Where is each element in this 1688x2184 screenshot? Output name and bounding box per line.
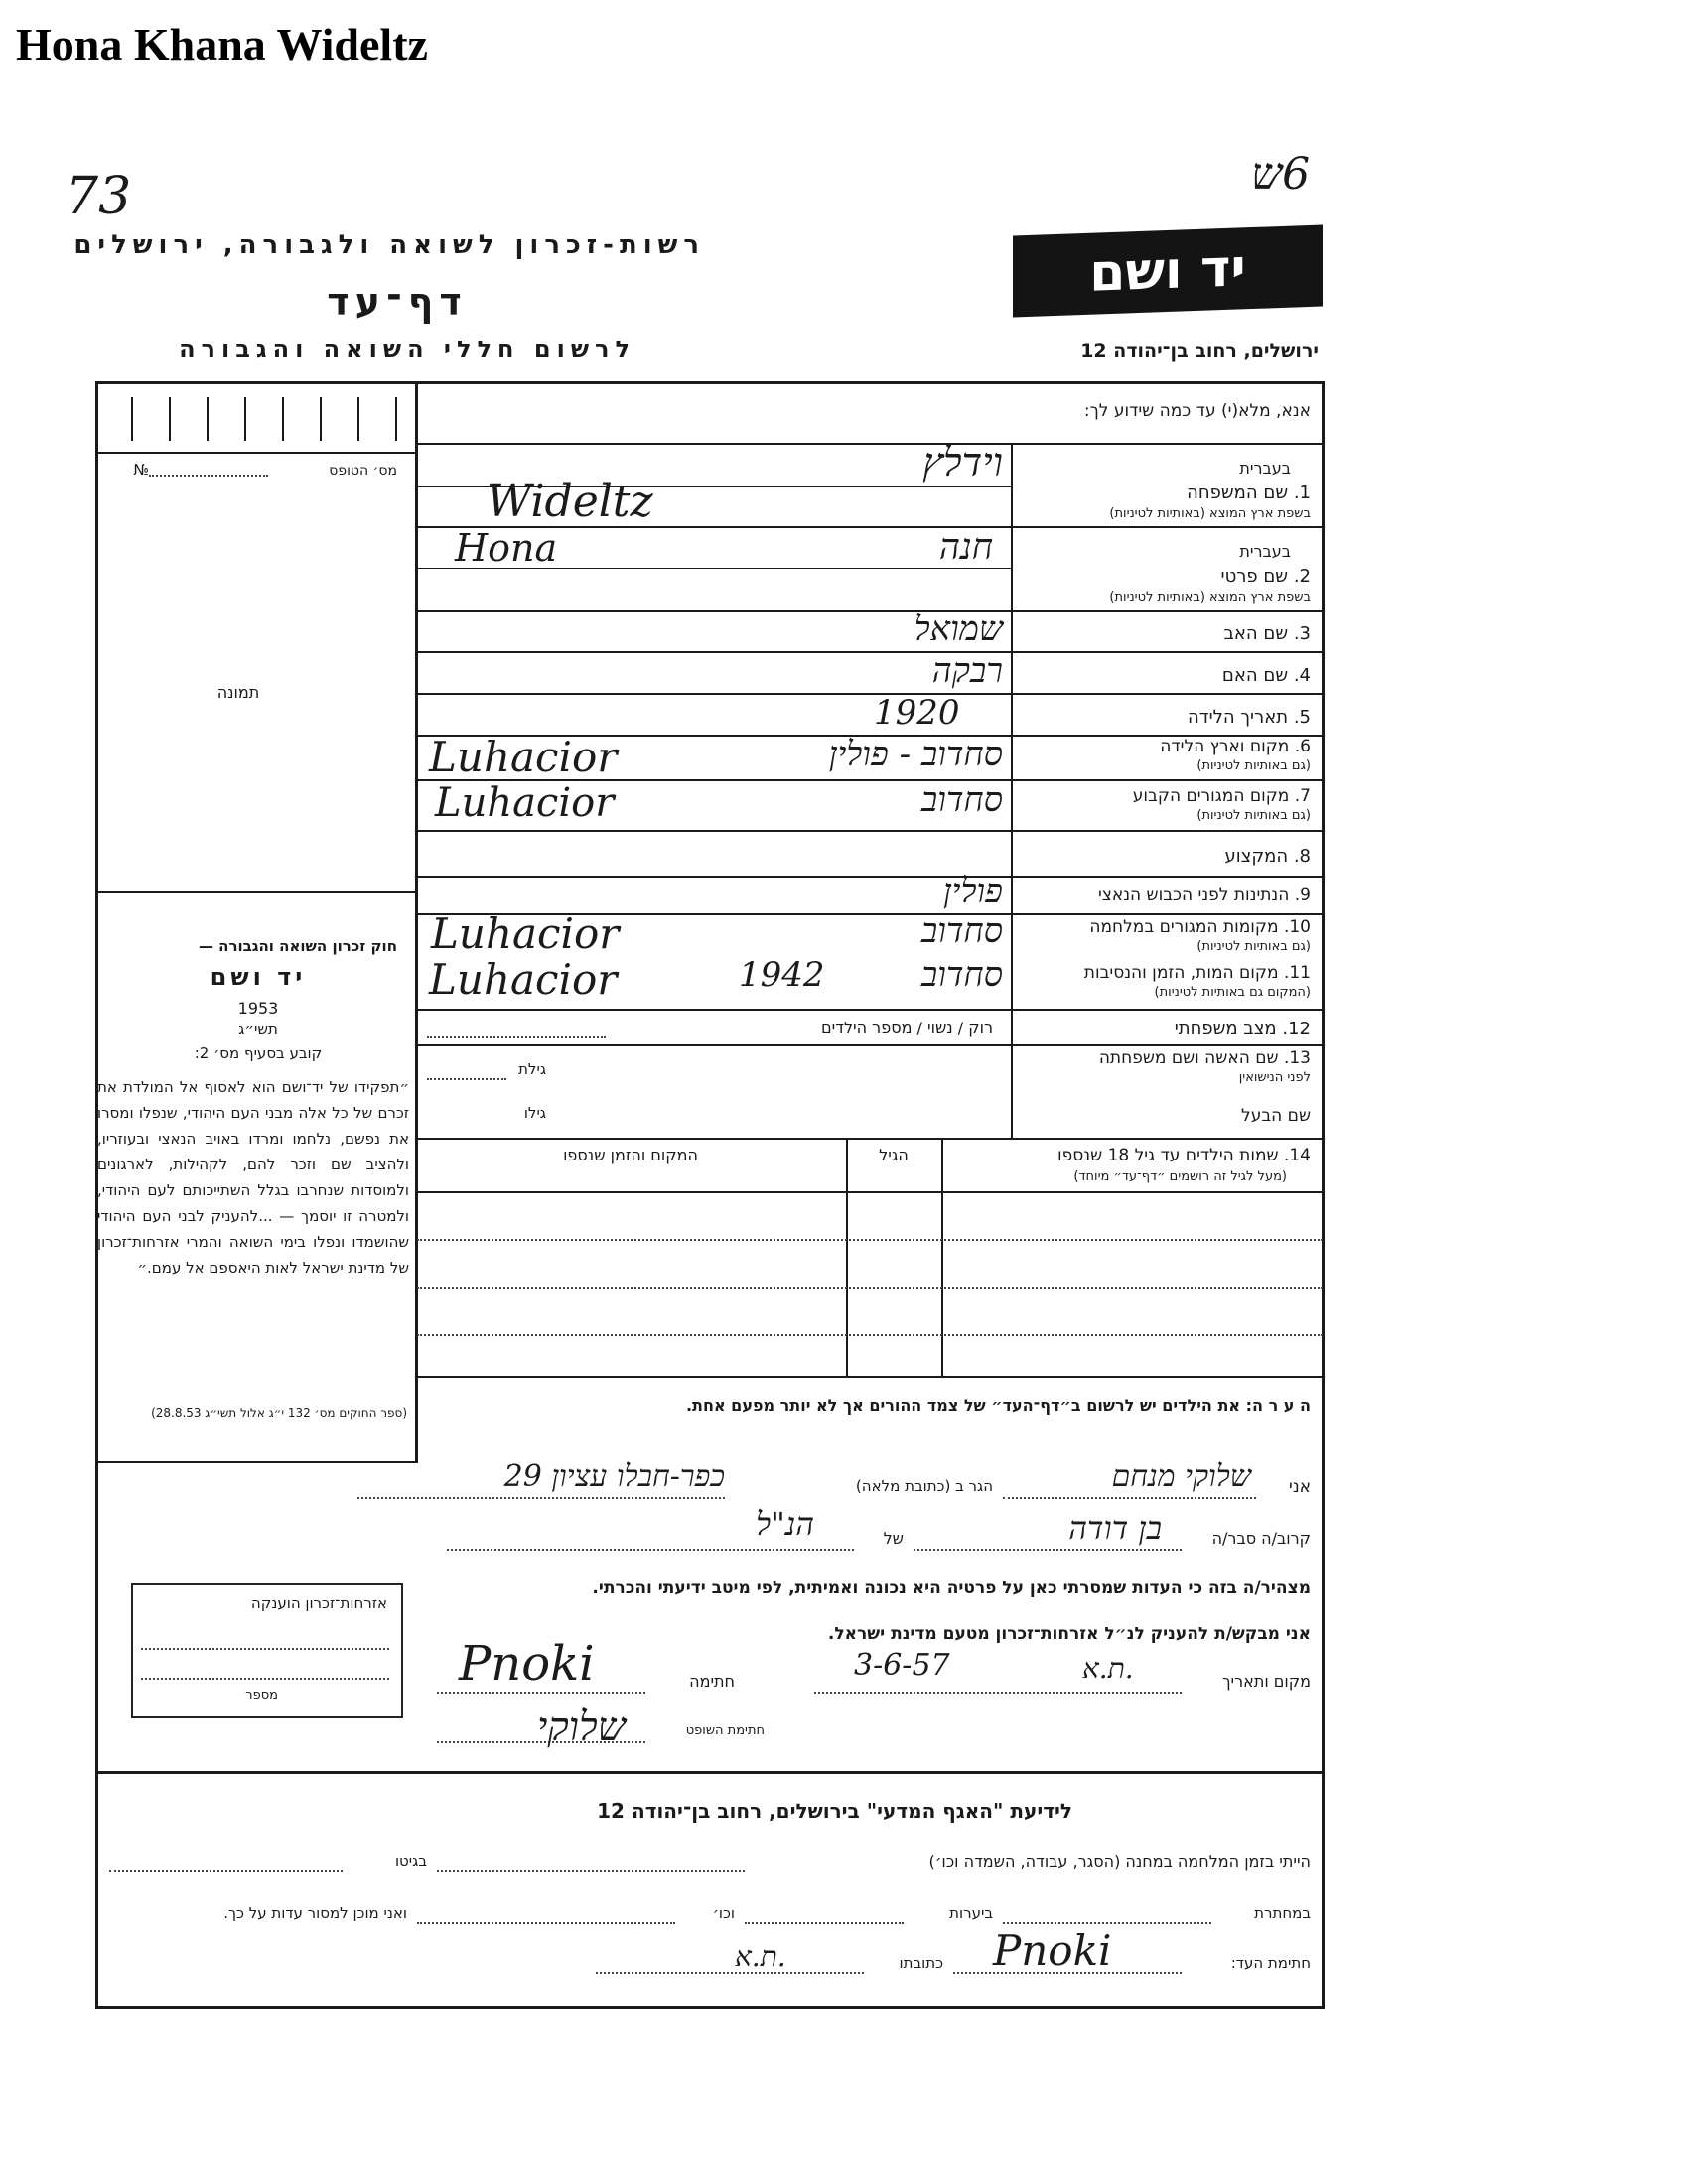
resident-label: הגר ב (כתובת מלאה) <box>855 1477 993 1495</box>
birth-date: 1920 <box>874 693 960 733</box>
law-title: חוק זכרון השואה והגבורה — <box>198 937 397 955</box>
residence-hebrew: סחדוב <box>920 780 1003 820</box>
certificate-line <box>141 1648 389 1650</box>
law-reference: (ספר החוקים מס׳ 132 י״ג אלול תשי״ג 28.8.53) <box>151 1406 407 1420</box>
witness-signature-top: שלוקי <box>536 1705 626 1750</box>
form-frame-bottom <box>95 2006 1325 2009</box>
field-13-sub2: לפני הנישואין <box>1238 1070 1311 1085</box>
certificate-title: אזרחות־זכרון הוענקה <box>250 1594 387 1612</box>
field-1-sub2: בשפת ארץ המוצא (באותיות לטיניות) <box>1109 506 1311 521</box>
row-line <box>417 876 1323 878</box>
bottom-etc-line[interactable] <box>417 1922 675 1924</box>
field-6-label: 6. מקום וארץ הלידה <box>1160 737 1311 756</box>
husband-age-label: גילו <box>523 1104 546 1122</box>
witness-sign-label: חתימת העד: <box>1230 1954 1311 1972</box>
place-date-label: מקום ותאריך <box>1221 1672 1311 1691</box>
father-name: שמואל <box>914 610 1003 649</box>
witness-signature: Pnoki <box>993 1926 1112 1975</box>
bottom-ghetto-label: בגיטו <box>394 1852 427 1870</box>
declarant-name-line[interactable] <box>1003 1497 1256 1499</box>
submitter-signature: Pnoki <box>459 1636 595 1692</box>
children-table-divider <box>941 1138 943 1376</box>
law-year-hebrew: תשי״ג <box>238 1021 278 1038</box>
field-1-sub: בעברית <box>1239 459 1291 478</box>
bottom-underground-line[interactable] <box>1003 1922 1211 1924</box>
form-subtitle: לרשום חללי השואה והגבורה <box>179 336 635 363</box>
death-place-latin: Luhacior <box>429 955 618 1004</box>
submitter-address-line[interactable] <box>357 1497 725 1499</box>
serial-label: מס׳ הטופס <box>329 463 397 478</box>
wartime-residence-hebrew: סחדוב <box>920 911 1003 951</box>
first-name-hebrew: חנה <box>938 527 993 568</box>
family-name-hebrew: וידלץ <box>922 440 1003 485</box>
certificate-number-label: מספר <box>245 1688 278 1703</box>
birth-place-latin: Luhacior <box>429 733 618 781</box>
field-12-label: 12. מצב משפחתי <box>1174 1019 1311 1039</box>
children-label: 14. שמות הילדים עד גיל 18 שנספו <box>1057 1146 1311 1165</box>
pre-war-citizenship: פולין <box>943 872 1003 911</box>
serial-number-mark: № <box>133 461 149 478</box>
children-table-bottom <box>417 1376 1323 1378</box>
field-11-sub2: (המקום גם באותיות לטיניות) <box>1154 985 1311 1000</box>
place-date-line[interactable] <box>814 1692 1182 1694</box>
row-line <box>417 1138 1323 1140</box>
bottom-forests-line[interactable] <box>745 1922 904 1924</box>
field-6-sub2: (גם באותיות לטיניות) <box>1196 758 1311 773</box>
row-line <box>417 830 1323 832</box>
law-name: יד ושם <box>210 963 307 991</box>
children-place-header: המקום והזמן שנספו <box>563 1146 698 1164</box>
children-row[interactable] <box>417 1334 1323 1336</box>
field-7-label: 7. מקום המגורים הקבוע <box>1132 786 1311 806</box>
bottom-testify-label: ואני מוכן למסור עדות על כך. <box>223 1904 407 1922</box>
residence-latin: Luhacior <box>435 780 615 826</box>
field-3-label: 3. שם האב <box>1223 623 1311 644</box>
field-1-label: 1. שם המשפחה <box>1187 482 1311 503</box>
bottom-section-divider <box>95 1771 1325 1774</box>
signature-label: חתימה <box>689 1672 735 1691</box>
declaration-statement: מצהיר/ה בזה כי העדות שמסרתי כאן על פרטיה היא נכונה ואמיתית, לפי מיטב ידיעתי והכרתי. <box>592 1578 1311 1598</box>
first-name-latin: Hona <box>455 526 558 570</box>
bottom-line1: הייתי בזמן המלחמה במחנה (הסגר, עבודה, השמדה וכו׳) <box>928 1852 1311 1871</box>
left-panel-divider <box>415 381 418 1463</box>
field-13-label: 13. שם האשה ושם משפחתה <box>1098 1048 1311 1068</box>
photo-label: תמונה <box>216 683 260 702</box>
row-line <box>417 693 1323 695</box>
field-7-sub2: (גם באותיות לטיניות) <box>1196 808 1311 823</box>
children-row[interactable] <box>417 1287 1323 1289</box>
bottom-camp-line[interactable] <box>437 1870 745 1872</box>
field-2-sub: בעברית <box>1239 542 1291 561</box>
field-8-label: 8. המקצוע <box>1224 846 1311 867</box>
witness-address-line[interactable] <box>596 1972 864 1974</box>
judge-signature-label: חתימת השופט <box>685 1723 765 1738</box>
relative-label: קרוב/ה סבר/ה <box>1211 1529 1311 1548</box>
bottom-forests-label: ביערות <box>949 1904 993 1922</box>
relation-detail: הנ"ל <box>756 1505 814 1543</box>
left-panel-line-1 <box>97 452 415 454</box>
bottom-ghetto-line[interactable] <box>109 1870 343 1872</box>
death-year: 1942 <box>739 955 825 995</box>
submitter-name: שלוקי מנחם <box>1111 1459 1251 1494</box>
bottom-etc-label: וכו׳ <box>712 1904 735 1922</box>
mother-name: רבקה <box>931 651 1003 691</box>
children-sub: (מעל לגיל זה רושמים ״דף־עד״ מיוחד) <box>1073 1169 1287 1184</box>
field-5-label: 5. תאריך הלידה <box>1188 707 1311 728</box>
law-year: 1953 <box>237 999 279 1018</box>
submitter-address: כפר-חבלו עציון 29 <box>503 1459 725 1494</box>
form-frame-top <box>95 381 1325 384</box>
family-name-latin: Wideltz <box>487 477 653 527</box>
declaration-request: אני מבקש/ת להעניק לנ״ל אזרחות־זכרון מטעם מדינת ישראל. <box>827 1624 1311 1644</box>
relation-name: בן דודה <box>1068 1509 1162 1547</box>
wife-age-label: גילת <box>518 1060 546 1078</box>
page-number-right: 6ש <box>1251 149 1311 200</box>
death-place-hebrew: סחדוב <box>920 955 1003 995</box>
family-status-options: רוק / נשוי / מספר הילדים <box>821 1019 993 1037</box>
law-section: קובע בסעיף מס׳ 2: <box>194 1044 323 1062</box>
row-line <box>417 1044 1323 1046</box>
law-text: ״תפקידו של יד־ושם הוא לאסוף אל המולדת את זכרם של כל אלה מבני העם היהודי, שנפלו ומסרו את נפשם, נלחמו ומרדו באויב הנאצי ובעוזריו, ולהציב שם וזכר להם, לקהילות, לארגונים ולמוסדות שנחרבו בגלל השתייכותם לעם היהודי, ולמטרה זו יוסמך — ...להעניק לבני העם היהודי שהושמדו ונפלו בימי השואה והמרי אזרחות־זכרון של מדינת ישראל לאות היאספם אל עמם.״ <box>97 1078 409 1277</box>
header-address: ירושלים, רחוב בן־יהודה 12 <box>1080 341 1319 362</box>
declaration-i-label: אני <box>1289 1477 1311 1497</box>
family-status-line[interactable] <box>427 1036 606 1038</box>
wartime-residence-latin: Luhacior <box>431 909 620 958</box>
field-2-sub2: בשפת ארץ המוצא (באותיות לטיניות) <box>1109 590 1311 605</box>
label-column-divider <box>1011 443 1013 1138</box>
form-title: דף־עד <box>327 280 468 324</box>
children-table-divider <box>846 1138 848 1376</box>
place-signed: ת.א. <box>1082 1652 1134 1685</box>
field-10-label: 10. מקומות המגורים במלחמה <box>1089 917 1311 937</box>
children-age-header: הגיל <box>879 1146 909 1164</box>
institution-name: רשות-זכרון לשואה ולגבורה, ירושלים <box>73 230 705 260</box>
birth-place-hebrew: סחדוב - פולין <box>828 735 1003 774</box>
field-10-sub2: (גם באותיות לטיניות) <box>1196 939 1311 954</box>
page-number-left: 73 <box>66 167 132 226</box>
field-2-label: 2. שם פרטי <box>1220 566 1311 587</box>
certificate-line <box>141 1678 389 1680</box>
of-label: של <box>883 1529 904 1548</box>
relative-of-line[interactable] <box>447 1549 854 1551</box>
children-header-line <box>417 1191 1323 1193</box>
witness-address-label: כתובתו <box>899 1954 943 1972</box>
form-frame-right <box>1322 381 1325 2009</box>
left-panel-line-2 <box>97 891 415 893</box>
form-intro: אנא, מלא(י) עד כמה שידוע לך: <box>1083 401 1311 421</box>
children-note: ה ע ר ה: את הילדים יש לרשום ב״דף־העד״ של צמד ההורים אך לא יותר מפעם אחת. <box>685 1396 1311 1415</box>
yad-vashem-logo: יד ושם <box>1013 225 1323 318</box>
date-signed: 3-6-57 <box>854 1648 950 1683</box>
bottom-title: לידיעת "האגף המדעי" בירושלים, רחוב בן־יהודה 12 <box>597 1799 1072 1823</box>
document-title: Hona Khana Wideltz <box>16 19 428 69</box>
children-row[interactable] <box>417 1239 1323 1241</box>
witness-address: ת.א. <box>735 1940 786 1973</box>
wife-age-line[interactable] <box>427 1078 506 1080</box>
row-line <box>417 1009 1323 1011</box>
bottom-underground-label: במחתרת <box>1254 1904 1311 1922</box>
serial-input-line[interactable] <box>149 475 268 477</box>
husband-name-label: שם הבעל <box>1241 1106 1311 1126</box>
field-4-label: 4. שם האם <box>1221 665 1311 686</box>
serial-ticks <box>97 397 415 441</box>
signature-line[interactable] <box>437 1692 645 1694</box>
field-11-label: 11. מקום המות, הזמן והנסיבות <box>1083 963 1311 983</box>
relation-line[interactable] <box>914 1549 1182 1551</box>
field-9-label: 9. הנתינות לפני הכבוש הנאצי <box>1097 886 1311 905</box>
